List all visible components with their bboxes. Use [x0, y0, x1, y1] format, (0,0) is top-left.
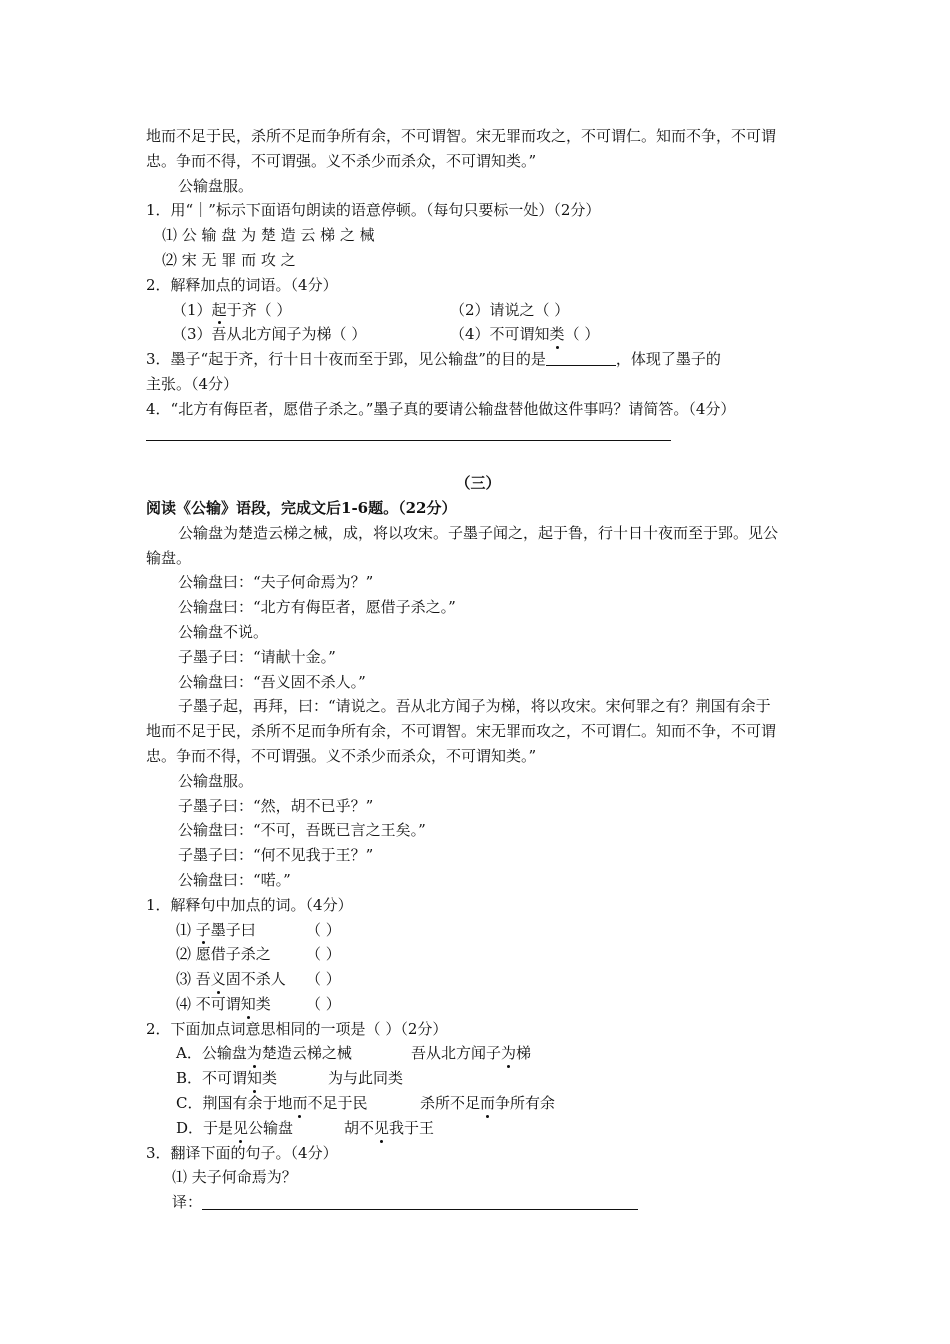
answer-line-row [146, 422, 810, 447]
passage-line: 公输盘不说。 [178, 622, 269, 641]
question-1-item-1 [146, 918, 810, 943]
question-1-item-b: ⑵ 宋 无 罪 而 攻 之 [162, 250, 296, 269]
option-text: A．公输盘 [176, 1044, 247, 1063]
dotted-word: 而 [292, 1091, 307, 1116]
question-1: 1．用“｜”标示下面语句朗读的语意停顿。（每句只要标一处）（2分） [146, 201, 601, 220]
question-3: 3．翻译下面的句子。（4分） [146, 1143, 338, 1162]
passage-line: 公输盘服。 [178, 176, 254, 195]
option-a [146, 1041, 810, 1066]
answer-paren[interactable]: （ ） [306, 994, 341, 1013]
answer-line[interactable] [146, 440, 671, 441]
question-text: ，体现了墨子的 [615, 350, 721, 369]
item-text: （ ） [564, 325, 600, 344]
question-2-item-3: （3）吾从北方闻子为梯（ ） [172, 325, 367, 344]
dotted-word: 类 [550, 322, 565, 347]
question-2-row-2 [146, 322, 810, 347]
question-3-item-1: ⑴ 夫子何命焉为？ [172, 1168, 297, 1187]
question-1-item-4 [146, 992, 810, 1017]
question-3-cont: 主张。（4分） [146, 374, 239, 393]
item-text: 固不杀人 [225, 970, 286, 989]
item-text: （4）不可谓知 [450, 325, 550, 344]
question-2-item-2: （2）请说之（ ） [450, 300, 570, 319]
dotted-word: 知 [241, 992, 256, 1017]
answer-paren[interactable]: （ ） [306, 945, 341, 964]
item-text: 于齐（ ） [226, 300, 292, 319]
question-1-item-a: ⑴ 公 输 盘 为 楚 造 云 梯 之 械 [162, 226, 375, 245]
option-b-right: 为与此同类 [328, 1069, 404, 1088]
question-2: 2．下面加点词意思相同的一项是（ ）（2分） [146, 1019, 448, 1038]
option-text: 我于王 [389, 1118, 435, 1137]
option-text: 吾从北方闻子 [411, 1044, 502, 1063]
passage-line: 公输盘曰：“不可，吾既已言之王矣。” [178, 821, 426, 840]
dotted-word: 见 [374, 1116, 389, 1141]
passage-line: 公输盘曰：“北方有侮臣者，愿借子杀之。” [178, 598, 456, 617]
option-c [146, 1091, 810, 1116]
passage-line: 忠。争而不得，不可谓强。义不杀少而杀众，不可谓知类。” [146, 746, 537, 765]
passage-line: 子墨子曰：“然，胡不已乎？” [178, 796, 374, 815]
option-text: 梯 [516, 1044, 532, 1063]
dotted-word: 为 [247, 1041, 262, 1066]
translation-answer-line[interactable] [202, 1209, 638, 1210]
translation-label: 译： [172, 1193, 203, 1212]
answer-paren[interactable]: （ ） [306, 920, 341, 939]
section-heading: 阅读《公输》语段，完成文后1-6题。（22分） [146, 498, 457, 517]
option-a-right [411, 1041, 531, 1066]
question-2: 2．解释加点的词语。（4分） [146, 275, 338, 294]
item-text: 类 [255, 994, 271, 1013]
question-1-item-3 [146, 967, 810, 992]
passage-line: 子墨子曰：“何不见我于王？” [178, 846, 374, 865]
dotted-word: 子 [196, 918, 211, 943]
option-d-right [344, 1116, 434, 1141]
passage-line: 输盘。 [146, 548, 192, 567]
item-prefix: （1） [172, 300, 212, 319]
option-text: 类 [262, 1069, 278, 1088]
dotted-word: 义 [211, 967, 226, 992]
question-4: 4．“北方有侮臣者，愿借子杀之。”墨子真的要请公输盘替他做这件事吗？请简答。（4分） [146, 399, 736, 418]
question-1: 1．解释句中加点的词。（4分） [146, 895, 353, 914]
passage-line: 地而不足于民，杀所不足而争所有余，不可谓智。宋无罪而攻之，不可谓仁。知而不争，不可谓 [146, 127, 777, 145]
option-text: 争所有余 [495, 1094, 556, 1113]
translation-row [146, 1190, 810, 1215]
option-d [146, 1116, 810, 1141]
section-title: （三） [455, 474, 501, 493]
item-prefix: ⑶ 吾 [176, 970, 211, 989]
passage-line: 子墨子曰：“请献十金。” [178, 647, 336, 666]
question-text: 3．墨子“起于齐，行十日十夜而至于郢，见公输盘”的目的是 [146, 350, 546, 369]
passage-line: 公输盘为楚造云梯之械，成，将以攻宋。子墨子闻之，起于鲁，行十日十夜而至于郢。见公 [178, 523, 779, 542]
question-2-row-1 [146, 298, 810, 323]
passage-line: 子墨子起，再拜，曰：“请说之。吾从北方闻子为梯，将以攻宋。宋何罪之有？荆国有余于 [178, 697, 771, 716]
passage-line: 公输盘曰：“吾义固不杀人。” [178, 672, 366, 691]
option-text: 楚造云梯之械 [261, 1044, 352, 1063]
option-text: 不足于民 [307, 1094, 368, 1113]
option-text: B．不可谓 [176, 1069, 248, 1088]
item-text: 墨子曰 [210, 920, 256, 939]
option-c-right [420, 1091, 555, 1116]
option-text: 胡不 [344, 1118, 375, 1137]
document-page [146, 124, 810, 1215]
passage-line: 公输盘服。 [178, 771, 254, 790]
item-prefix: ⑷ 不可谓 [176, 994, 241, 1013]
dotted-word: 而 [480, 1091, 495, 1116]
dotted-word: 知 [247, 1066, 262, 1091]
question-2-item-4 [450, 322, 599, 347]
option-b [146, 1066, 810, 1091]
dotted-word: 见 [233, 1116, 248, 1141]
item-prefix: ⑴ [176, 920, 196, 939]
passage-line: 地而不足于民，杀所不足而争所有余，不可谓智。宋无罪而攻之，不可谓仁。知而不争，不可谓 [146, 722, 777, 741]
dotted-word: 起 [212, 298, 227, 323]
passage-line: 公输盘曰：“夫子何命焉为？” [178, 573, 374, 592]
answer-blank[interactable] [546, 351, 616, 366]
option-text: C．荆国有余于地 [176, 1094, 293, 1113]
question-1-item-2 [146, 942, 810, 967]
passage-line: 公输盘曰：“喏。” [178, 870, 291, 889]
option-text: D．于是 [176, 1118, 234, 1137]
dotted-word: 为 [501, 1041, 516, 1066]
question-3 [146, 347, 810, 372]
answer-paren[interactable]: （ ） [306, 970, 341, 989]
passage-line: 忠。争而不得，不可谓强。义不杀少而杀众，不可谓知类。” [146, 151, 537, 170]
option-text: 杀所不足 [420, 1094, 481, 1113]
item-text: ⑵ 愿借子杀之 [176, 945, 271, 964]
option-text: 公输盘 [248, 1118, 294, 1137]
